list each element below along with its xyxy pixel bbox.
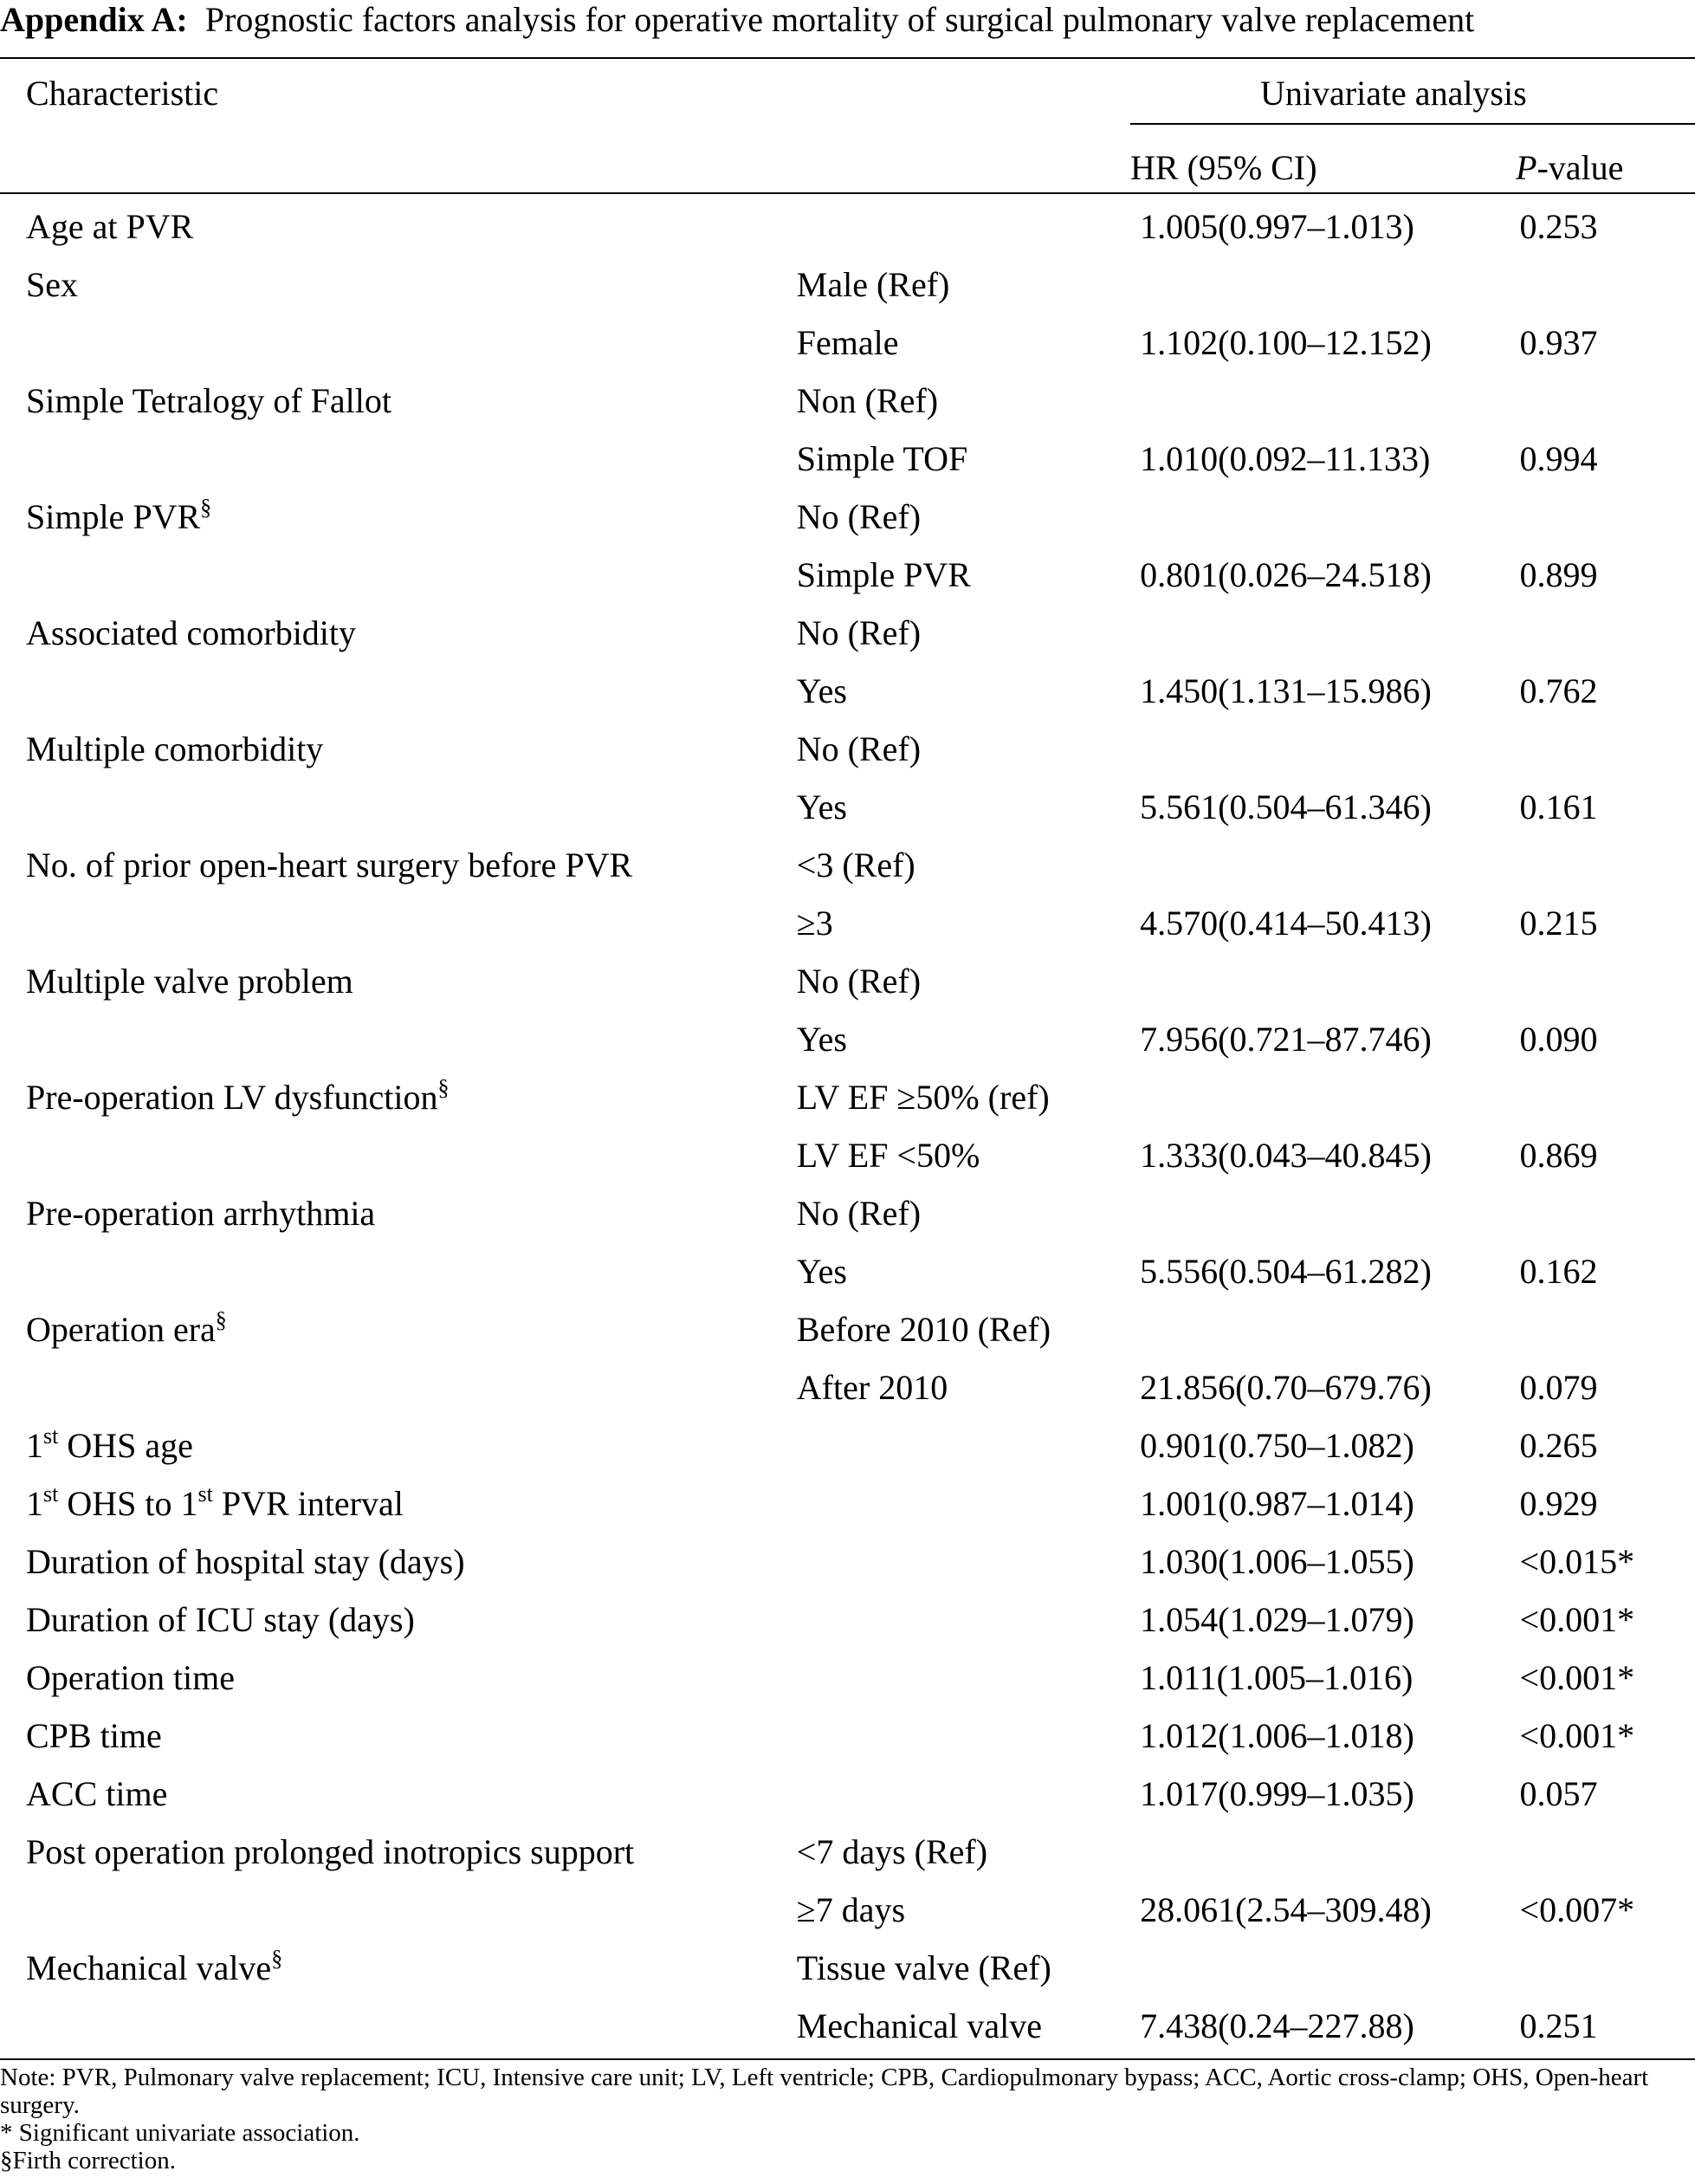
cell-characteristic <box>0 1707 797 1765</box>
cell-category: Male (Ref) <box>796 265 950 304</box>
characteristic-text: Multiple comorbidity <box>26 729 324 768</box>
cell-category <box>797 1591 1140 1649</box>
cell-characteristic <box>0 1649 797 1707</box>
cell-characteristic <box>0 1591 797 1649</box>
cell-p-value <box>1520 256 1695 314</box>
cell-hr <box>1140 604 1519 662</box>
cell-hr <box>1140 372 1519 430</box>
table-row <box>0 430 1695 488</box>
cell-characteristic <box>0 894 797 952</box>
table-row <box>0 778 1695 836</box>
cell-p-value <box>1520 1823 1695 1881</box>
cell-characteristic <box>0 1939 797 1997</box>
table-row <box>0 1010 1695 1068</box>
table-row <box>0 720 1695 778</box>
cell-hr: 5.556(0.504–61.282) <box>1140 1252 1432 1291</box>
table-row <box>0 1126 1695 1184</box>
cell-p-value: 0.899 <box>1519 555 1598 594</box>
cell-category <box>797 1416 1140 1474</box>
cell-p-value <box>1520 1184 1695 1242</box>
table-row <box>0 372 1695 430</box>
cell-hr: 1.054(1.029–1.079) <box>1140 1600 1414 1639</box>
note-abbreviations: Note: PVR, Pulmonary valve replacement; ICU, Intensive care unit; LV, Left ventricle; CPB, Cardiopulmonary bypass; ACC, Aortic cross-clamp; OHS, Open-heart surgery. <box>0 2064 1649 2119</box>
note-significance: * Significant univariate association. <box>0 2119 360 2147</box>
cell-hr: 7.956(0.721–87.746) <box>1140 1020 1432 1059</box>
cell-p-value: <0.001* <box>1519 1658 1635 1697</box>
cell-category: No (Ref) <box>796 613 922 652</box>
cell-hr: 4.570(0.414–50.413) <box>1140 904 1432 943</box>
table-row <box>0 1707 1695 1765</box>
cell-hr: 1.030(1.006–1.055) <box>1140 1542 1414 1581</box>
cell-category: ≥7 days <box>796 1890 906 1929</box>
cell-hr: 5.561(0.504–61.346) <box>1140 787 1432 826</box>
characteristic-text: Simple PVR <box>26 497 201 536</box>
cell-hr: 1.102(0.100–12.152) <box>1140 323 1432 362</box>
footnote-marker: § <box>200 494 212 520</box>
characteristic-text: Duration of hospital stay (days) <box>26 1542 465 1581</box>
cell-characteristic <box>0 1997 797 2055</box>
cell-hr: 1.011(1.005–1.016) <box>1140 1658 1414 1697</box>
table-row <box>0 198 1695 256</box>
cell-category: <7 days (Ref) <box>796 1832 988 1871</box>
cell-p-value: 0.057 <box>1519 1774 1598 1813</box>
cell-p-value: 0.090 <box>1519 1020 1598 1059</box>
characteristic-text: Associated comorbidity <box>26 613 357 652</box>
cell-p-value: 0.929 <box>1519 1484 1598 1523</box>
characteristic-text: Pre-operation arrhythmia <box>26 1194 376 1233</box>
header-p-suffix: -value <box>1536 148 1624 187</box>
top-rule <box>0 57 1695 59</box>
cell-category: After 2010 <box>796 1368 948 1407</box>
cell-hr: 7.438(0.24–227.88) <box>1140 2006 1414 2045</box>
cell-p-value: 0.869 <box>1519 1136 1598 1175</box>
cell-p-value: 0.079 <box>1519 1368 1598 1407</box>
cell-category <box>797 1707 1140 1765</box>
cell-category: LV EF <50% <box>796 1136 980 1175</box>
table-row <box>0 1533 1695 1591</box>
cell-category: Mechanical valve <box>796 2006 1042 2045</box>
cell-p-value: 0.265 <box>1519 1426 1598 1465</box>
cell-characteristic: 1st OHS to 1st PVR interval <box>26 1481 404 1523</box>
cell-hr: 21.856(0.70–679.76) <box>1140 1368 1432 1407</box>
table-row <box>0 1300 1695 1358</box>
cell-hr: 1.017(0.999–1.035) <box>1140 1774 1414 1813</box>
cell-hr: 1.001(0.987–1.014) <box>1140 1484 1414 1523</box>
header-characteristic: Characteristic <box>26 74 219 113</box>
cell-category: ≥3 <box>796 904 833 943</box>
cell-characteristic <box>0 430 797 488</box>
table-row <box>0 314 1695 372</box>
cell-hr <box>1140 1068 1519 1126</box>
cell-hr: 1.333(0.043–40.845) <box>1140 1136 1432 1175</box>
cell-characteristic <box>0 720 797 778</box>
cell-characteristic <box>0 1765 797 1823</box>
cell-hr <box>1140 256 1519 314</box>
table-row <box>0 1765 1695 1823</box>
characteristic-text: Operation era <box>26 1310 216 1349</box>
cell-category: <3 (Ref) <box>796 846 915 885</box>
cell-p-value: 0.994 <box>1519 439 1598 478</box>
cell-characteristic <box>0 314 797 372</box>
cell-p-value: 0.161 <box>1519 787 1598 826</box>
cell-p-value <box>1520 604 1695 662</box>
cell-p-value: 0.251 <box>1519 2006 1598 2045</box>
cell-characteristic <box>0 1184 797 1242</box>
cell-category: Simple PVR <box>796 555 971 594</box>
cell-p-value <box>1520 720 1695 778</box>
table-row <box>0 256 1695 314</box>
cell-category: LV EF ≥50% (ref) <box>796 1078 1050 1117</box>
header-univariate-analysis: Univariate analysis <box>1260 74 1527 113</box>
cell-hr <box>1140 720 1519 778</box>
cell-characteristic <box>0 952 797 1010</box>
table-row <box>0 1242 1695 1300</box>
table-row <box>0 1474 1695 1533</box>
cell-hr <box>1140 1823 1519 1881</box>
cell-hr: 0.801(0.026–24.518) <box>1140 555 1432 594</box>
table-row <box>0 836 1695 894</box>
characteristic-text: No. of prior open-heart surgery before PVR <box>26 846 633 885</box>
cell-p-value <box>1520 952 1695 1010</box>
cell-category: No (Ref) <box>796 962 922 1001</box>
bottom-rule <box>0 2058 1695 2060</box>
cell-category: Yes <box>796 1252 847 1291</box>
cell-category <box>797 1649 1140 1707</box>
cell-hr <box>1140 1300 1519 1358</box>
table-row <box>0 1184 1695 1242</box>
cell-hr: 1.450(1.131–15.986) <box>1140 671 1432 710</box>
cell-category: Non (Ref) <box>796 381 939 420</box>
table-row <box>0 1881 1695 1939</box>
cell-characteristic: 1st OHS age <box>26 1423 193 1465</box>
characteristic-text: Duration of ICU stay (days) <box>26 1600 415 1639</box>
cell-p-value: 0.162 <box>1519 1252 1598 1291</box>
cell-characteristic <box>0 778 797 836</box>
cell-hr <box>1140 1184 1519 1242</box>
cell-category: No (Ref) <box>796 497 922 536</box>
table-row <box>0 1358 1695 1416</box>
cell-category: No (Ref) <box>796 729 922 768</box>
cell-hr: 1.010(0.092–11.133) <box>1140 439 1431 478</box>
table-row <box>0 1591 1695 1649</box>
cell-p-value: <0.001* <box>1519 1600 1635 1639</box>
cell-p-value <box>1520 1300 1695 1358</box>
characteristic-text: CPB time <box>26 1716 162 1755</box>
characteristic-text: Mechanical valve <box>26 1948 272 1987</box>
cell-category: Yes <box>796 787 847 826</box>
cell-p-value <box>1520 372 1695 430</box>
cell-characteristic <box>0 1823 797 1881</box>
characteristic-text: Simple Tetralogy of Fallot <box>26 381 391 420</box>
table-row <box>0 1939 1695 1997</box>
table-row <box>0 1823 1695 1881</box>
cell-characteristic <box>0 546 797 604</box>
characteristic-text: Multiple valve problem <box>26 962 353 1001</box>
table-row <box>0 1997 1695 2055</box>
header-p-value <box>1516 148 1624 187</box>
footnote-marker: § <box>437 1074 450 1100</box>
cell-p-value <box>1520 488 1695 546</box>
cell-characteristic <box>0 1068 797 1126</box>
cell-characteristic <box>0 1358 797 1416</box>
cell-p-value: <0.015* <box>1519 1542 1635 1581</box>
cell-category <box>797 1533 1140 1591</box>
cell-characteristic <box>0 1126 797 1184</box>
cell-characteristic <box>0 198 797 256</box>
cell-category: No (Ref) <box>796 1194 922 1233</box>
cell-p-value: 0.937 <box>1519 323 1598 362</box>
cell-characteristic <box>0 372 797 430</box>
cell-p-value <box>1520 1939 1695 1997</box>
cell-p-value: <0.001* <box>1519 1716 1635 1755</box>
cell-characteristic <box>0 256 797 314</box>
note-firth: §Firth correction. <box>0 2147 176 2174</box>
header-bottom-rule <box>0 192 1695 194</box>
header-p-italic: P <box>1516 148 1537 187</box>
cell-hr <box>1140 488 1519 546</box>
cell-hr <box>1140 836 1519 894</box>
cell-p-value: 0.253 <box>1519 207 1598 246</box>
cell-category: Before 2010 (Ref) <box>796 1310 1051 1349</box>
cell-category: Tissue valve (Ref) <box>796 1948 1051 1987</box>
cell-p-value <box>1520 836 1695 894</box>
cell-characteristic <box>0 662 797 720</box>
cell-category <box>797 198 1140 256</box>
table-row <box>0 894 1695 952</box>
table-title <box>0 0 1695 49</box>
table-body <box>0 198 1695 2055</box>
cell-p-value: 0.762 <box>1519 671 1598 710</box>
cell-characteristic <box>0 604 797 662</box>
cell-p-value: <0.007* <box>1519 1890 1635 1929</box>
cell-hr: 0.901(0.750–1.082) <box>1140 1426 1414 1465</box>
characteristic-text: Age at PVR <box>26 207 194 246</box>
table-notes <box>0 2064 1695 2174</box>
cell-characteristic <box>0 488 797 546</box>
table-row <box>0 1068 1695 1126</box>
title-label: Appendix A: <box>0 0 188 39</box>
cell-category <box>797 1765 1140 1823</box>
cell-characteristic <box>0 1242 797 1300</box>
cell-category: Female <box>796 323 899 362</box>
cell-hr: 1.012(1.006–1.018) <box>1140 1716 1414 1755</box>
characteristic-text: Sex <box>26 265 78 304</box>
cell-p-value: 0.215 <box>1519 904 1598 943</box>
results-table <box>0 198 1695 2055</box>
table-row <box>0 1416 1695 1474</box>
cell-category: Yes <box>796 1020 847 1059</box>
header-group-rule <box>1130 123 1695 125</box>
table-row <box>0 662 1695 720</box>
cell-characteristic <box>0 1533 797 1591</box>
table-row <box>0 1649 1695 1707</box>
header-hr: HR (95% CI) <box>1130 148 1317 187</box>
characteristic-text: Pre-operation LV dysfunction <box>26 1078 438 1117</box>
table-row <box>0 604 1695 662</box>
cell-characteristic <box>0 1881 797 1939</box>
cell-category: Simple TOF <box>796 439 968 478</box>
characteristic-text: ACC time <box>26 1774 168 1813</box>
cell-characteristic <box>0 836 797 894</box>
table-row <box>0 488 1695 546</box>
cell-hr <box>1140 952 1519 1010</box>
characteristic-text: Post operation prolonged inotropics support <box>26 1832 635 1871</box>
cell-characteristic <box>0 1300 797 1358</box>
cell-category <box>797 1474 1140 1533</box>
cell-category: Yes <box>796 671 847 710</box>
title-text: Prognostic factors analysis for operative mortality of surgical pulmonary valve replacement <box>204 0 1475 39</box>
cell-hr: 1.005(0.997–1.013) <box>1140 207 1414 246</box>
cell-characteristic <box>0 1010 797 1068</box>
cell-p-value <box>1520 1068 1695 1126</box>
footnote-marker: § <box>271 1945 283 1971</box>
table-row <box>0 546 1695 604</box>
cell-hr: 28.061(2.54–309.48) <box>1140 1890 1432 1929</box>
footnote-marker: § <box>215 1306 227 1332</box>
cell-hr <box>1140 1939 1519 1997</box>
characteristic-text: Operation time <box>26 1658 236 1697</box>
table-row <box>0 952 1695 1010</box>
